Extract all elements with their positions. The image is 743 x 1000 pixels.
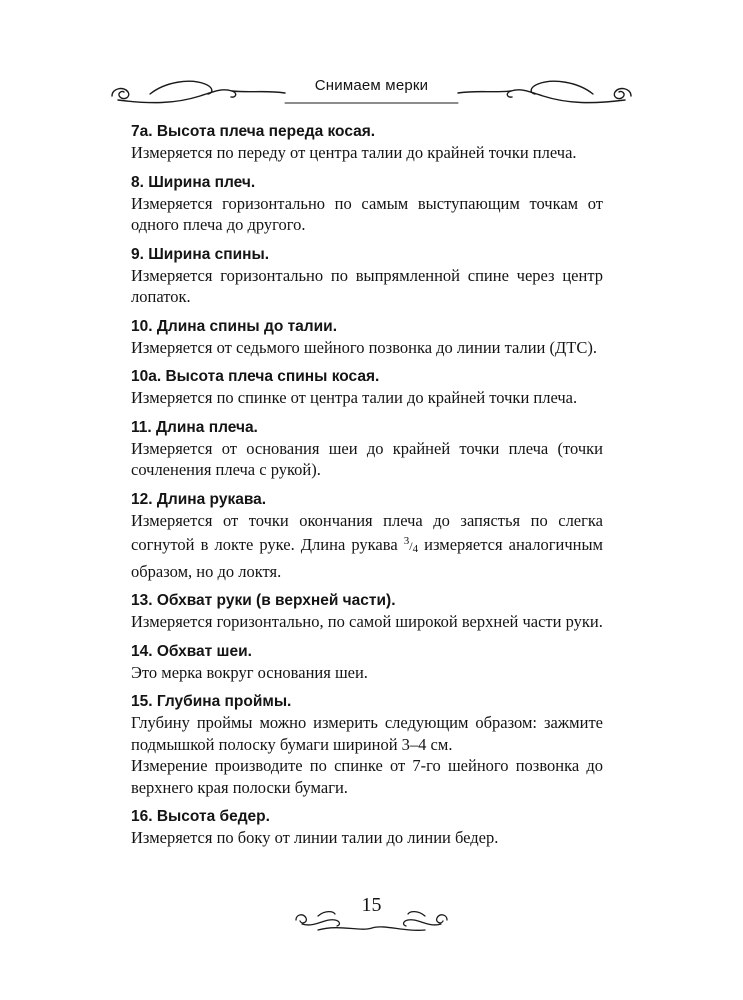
section-heading: 9. Ширина спины. — [131, 245, 270, 263]
section-paragraph: Измеряется горизонтально по выпрямленной спине через центр лопаток. — [131, 265, 603, 306]
section-heading: 13. Обхват руки (в верхней части). — [131, 592, 396, 609]
section-paragraph: Глубину проймы можно измерить следующим образом: зажмите подмышкой полоску бумаги шириной 3–4 см. — [131, 713, 603, 754]
section-paragraph: Это мерка вокруг основания шеи. — [131, 662, 368, 682]
page-number: 15 — [361, 894, 382, 916]
paragraph-text: измеряется аналогичным образом, но до локтя. — [131, 535, 603, 581]
section-heading: 10. Длина спины до талии. — [131, 317, 338, 335]
section-heading: 11. Длина плеча. — [131, 418, 258, 436]
page-body — [131, 122, 603, 858]
section-14 — [131, 642, 603, 684]
section-heading: 12. Длина рукава. — [131, 490, 267, 508]
section-heading: 10а. Высота плеча спины косая. — [131, 368, 380, 385]
section-paragraph: Измеряется по спинке от центра талии до крайней точки плеча. — [131, 388, 578, 407]
fraction-denominator: 4 — [412, 543, 419, 555]
page-footer — [0, 888, 743, 948]
section-heading: 16. Высота бедер. — [131, 808, 270, 825]
section-8 — [131, 173, 603, 236]
section-9 — [131, 245, 603, 308]
section-paragraph — [131, 510, 603, 583]
section-paragraph: Измеряется горизонтально, по самой широкой верхней части руки. — [131, 612, 603, 631]
section-10a — [131, 367, 603, 409]
paragraph-text: Измеряется от точки окончания плеча до запястья по слегка согнутой в локте руке. Длина рукава — [131, 510, 603, 554]
section-paragraph: Измеряется от седьмого шейного позвонка до линии талии (ДТС). — [131, 337, 597, 357]
section-heading: 14. Обхват шеи. — [131, 642, 252, 660]
section-12 — [131, 490, 603, 583]
section-paragraph: Измеряется по переду от центра талии до крайней точки плеча. — [131, 143, 577, 162]
page-header — [0, 60, 743, 120]
running-head: Снимаем мерки — [314, 77, 429, 94]
section-13 — [131, 591, 603, 633]
section-paragraph: Измеряется горизонтально по самым выступающим точкам от одного плеча до другого. — [131, 193, 603, 234]
section-heading: 15. Глубина проймы. — [131, 693, 292, 710]
section-heading: 7а. Высота плеча переда косая. — [131, 123, 376, 140]
section-16 — [131, 807, 603, 849]
section-paragraph: Измерение производите по спинке от 7-го шейного позвонка до верхнего края полоски бумаги. — [131, 756, 603, 797]
fraction: $^3/_4$ — [403, 535, 419, 555]
section-11 — [131, 418, 603, 481]
section-paragraph: Измеряется по боку от линии талии до линии бедер. — [131, 828, 499, 847]
section-10 — [131, 317, 603, 359]
fraction-numerator: 3 — [403, 535, 410, 547]
section-paragraph: Измеряется от основания шеи до крайней точки плеча (точки сочленения плеча с рукой). — [131, 438, 603, 479]
section-7a — [131, 122, 603, 164]
section-heading: 8. Ширина плеч. — [131, 173, 256, 191]
section-15 — [131, 692, 603, 798]
